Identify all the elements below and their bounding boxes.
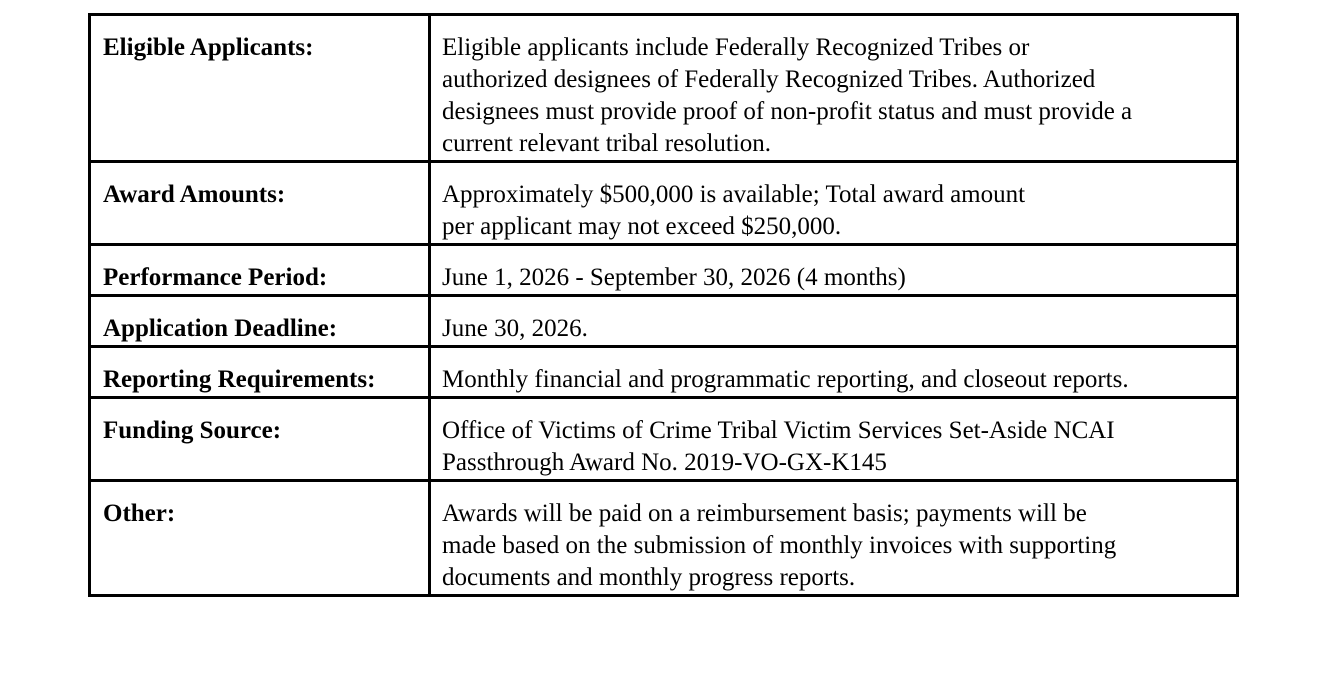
row-value (430, 398, 1238, 481)
table-row-reporting-requirements (90, 347, 1238, 398)
row-label: Application Deadline: (90, 296, 430, 347)
value-line: June 1, 2026 - September 30, 2026 (4 months) (442, 264, 906, 291)
row-label: Eligible Applicants: (90, 15, 430, 162)
row-label: Award Amounts: (90, 162, 430, 245)
value-line: authorized designees of Federally Recognized Tribes. Authorized (442, 66, 1096, 93)
row-value (430, 347, 1238, 398)
table-row-performance-period (90, 245, 1238, 296)
value-line: designees must provide proof of non-profit status and must provide a (442, 98, 1133, 125)
row-label: Performance Period: (90, 245, 430, 296)
row-label: Funding Source: (90, 398, 430, 481)
value-line: Awards will be paid on a reimbursement basis; payments will be (442, 500, 1087, 527)
value-line: made based on the submission of monthly invoices with supporting (442, 532, 1117, 559)
row-value (430, 15, 1238, 162)
row-label: Reporting Requirements: (90, 347, 430, 398)
value-line: per applicant may not exceed $250,000. (442, 213, 842, 240)
value-line: Approximately $500,000 is available; Total award amount (442, 181, 1026, 208)
row-label: Other: (90, 481, 430, 596)
grant-info-table (88, 13, 1239, 597)
value-line: Passthrough Award No. 2019-VO-GX-K145 (442, 449, 887, 476)
value-line: June 30, 2026. (442, 315, 588, 342)
value-line: Office of Victims of Crime Tribal Victim Services Set-Aside NCAI (442, 417, 1115, 444)
value-line: documents and monthly progress reports. (442, 564, 856, 591)
table-row-application-deadline (90, 296, 1238, 347)
row-value (430, 162, 1238, 245)
table-row-other (90, 481, 1238, 596)
value-line: current relevant tribal resolution. (442, 130, 772, 157)
value-line: Eligible applicants include Federally Recognized Tribes or (442, 34, 1030, 61)
table-row-eligible-applicants (90, 15, 1238, 162)
table-row-award-amounts (90, 162, 1238, 245)
row-value (430, 296, 1238, 347)
row-value (430, 481, 1238, 596)
table-row-funding-source (90, 398, 1238, 481)
value-line: Monthly financial and programmatic reporting, and closeout reports. (442, 366, 1129, 393)
row-value (430, 245, 1238, 296)
